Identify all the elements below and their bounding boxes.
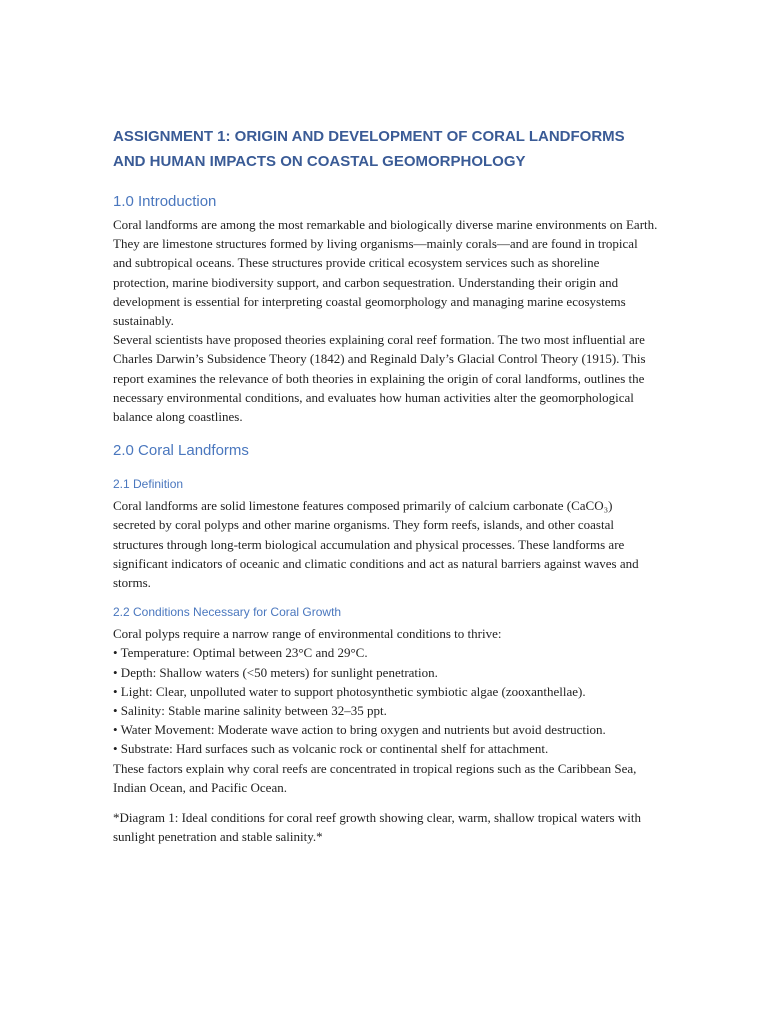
conditions-closing: These factors explain why coral reefs are concentrated in tropical regions such as the Caribbean Sea, Indian Ocean, and Pacific Ocean. [113, 760, 637, 795]
list-item: • Water Movement: Moderate wave action to bring oxygen and nutrients but avoid destruction. [113, 722, 606, 738]
list-item: • Depth: Shallow waters (<50 meters) for sunlight penetration. [113, 664, 438, 680]
diagram-caption: *Diagram 1: Ideal conditions for coral reef growth showing clear, warm, shallow tropical waters with sunlight penetration and stable salinity.* [113, 810, 641, 845]
definition-paragraph: Coral landforms are solid limestone features composed primarily of calcium carbonate (CaCO₃) secreted by coral polyps and other marine organisms. They form reefs, islands, and other coastal structures through long-term biological accumulation and physical processes. These landforms are significant indicators of oceanic and climatic conditions and act as natural barriers against waves and storms. [113, 498, 639, 591]
conditions-lead: Coral polyps require a narrow range of environmental conditions to thrive: [113, 626, 502, 642]
introduction-section [113, 191, 658, 426]
definition-heading: 2.1 Definition [113, 477, 184, 492]
document-title: ASSIGNMENT 1: ORIGIN AND DEVELOPMENT OF CORAL LANDFORMS AND HUMAN IMPACTS ON COASTAL GEOMORPHOLOGY [113, 128, 625, 170]
list-item: • Salinity: Stable marine salinity between 32–35 ppt. [113, 703, 387, 719]
list-item: • Light: Clear, unpolluted water to support photosynthetic symbiotic algae (zooxanthellae). [113, 683, 586, 699]
introduction-heading: 1.0 Introduction [113, 193, 217, 210]
coral-landforms-heading: 2.0 Coral Landforms [113, 442, 249, 460]
coral-landforms-section [113, 440, 658, 846]
introduction-paragraph: Coral landforms are among the most remarkable and biologically diverse marine environments on Earth. They are limestone structures formed by living organisms—mainly corals—and are found in tropical and subtropical oceans. These structures provide critical ecosystem services such as shoreline protection, marine biodiversity support, and carbon sequestration. Understanding their origin and development is essential for interpreting coastal geomorphology and managing marine ecosystems sustainably. [113, 217, 658, 329]
list-item: • Temperature: Optimal between 23°C and 29°C. [113, 645, 368, 661]
introduction-paragraph: Several scientists have proposed theories explaining coral reef formation. The two most influential are Charles Darwin’s Subsidence Theory (1842) and Reginald Daly’s Glacial Control Theory (1915). This report examines the relevance of both theories in explaining the origin of coral landforms, outlines the necessary environmental conditions, and evaluates how human activities alter the geomorphological balance along coastlines. [113, 332, 646, 425]
conditions-list [113, 643, 658, 758]
conditions-heading: 2.2 Conditions Necessary for Coral Growth [113, 605, 342, 620]
document-page [113, 124, 658, 846]
list-item: • Substrate: Hard surfaces such as volcanic rock or continental shelf for attachment. [113, 741, 549, 757]
